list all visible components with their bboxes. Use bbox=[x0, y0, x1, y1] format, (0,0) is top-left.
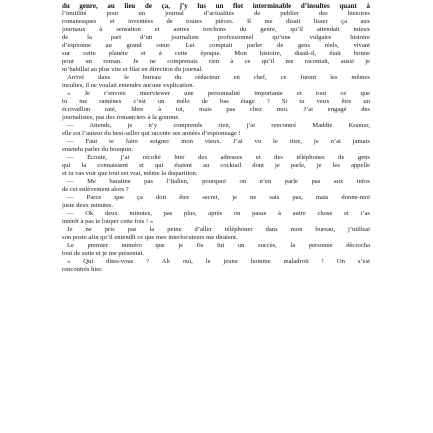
text-line: — Me baratine pas l’italien, pourquoi on n’en parle pas aux infos bbox=[67, 178, 370, 185]
text-line: l’inutilité pour un journal d’actualités de publier des histoires bbox=[62, 10, 370, 17]
text-line: entendu parler du bouquin. bbox=[62, 146, 134, 153]
text-line: du genre, au lieu de ça, j’y lus un flot interminable d’insultes quant à bbox=[62, 2, 370, 10]
text-line: insultes, il ne voulait entendre aucune explication. bbox=[62, 82, 195, 89]
text-line: sur cette planète et à cette époque. Mon histoire, disait-il, était bonne bbox=[62, 50, 370, 57]
text-line: écrivaillon raté, libre à toi, mais pas chez moi. J’ai engagé des bbox=[62, 106, 370, 113]
text-line: m’habillai au plus vite et filai en direction du journal. bbox=[62, 66, 203, 73]
text-line: « Je t’envoie interviewer une personnalité importante et tout ce que bbox=[67, 90, 370, 97]
text-line: elle est l’auteur du best-seller qui raconte ses années d’espionnage ! bbox=[62, 130, 241, 137]
text-line: pour un roman. Je ne comprenais rien à ce qu’il me racontait, aussi je bbox=[62, 58, 370, 65]
text-line: tout de suite et je me présentai. bbox=[62, 250, 144, 257]
text-line: journalistes, pas des romanciers à la gomme. bbox=[62, 114, 180, 121]
text-line: journaux à sensation et autres torchons du genre, qu’il attendait mieux bbox=[62, 26, 370, 33]
text-line: intérêt à pas te louper cette fois ! » bbox=[62, 218, 154, 225]
text-line: Je ne pris pas la peine d’aller téléphoner dans mon bureau, j’utilisai bbox=[67, 226, 370, 233]
text-line: — Écoute, j’ai récolté hier des adresses et des téléphones de gens bbox=[67, 154, 370, 161]
text-line: qui la connaissent et qui étaient au cocktail dont je parle, je les appelle bbox=[62, 162, 370, 169]
text-line: Arrivé dans le bureau du rédacteur en chef, ce furent les mêmes bbox=[67, 74, 370, 81]
text-line: « Qui dites-vous ? Ah oui, le jeune homme maladroit ! On s’est bbox=[67, 258, 370, 265]
text-line: son poste afin qu’il entendît ce que mes interlocuteurs me diraient. bbox=[62, 234, 238, 241]
text-line: rencontrés hier. bbox=[62, 266, 103, 273]
text-line: et tu vas voir que tout est vrai, même la disparition. bbox=[62, 170, 198, 177]
text-line: — Parce que ça doit être secret, je ne sais pas, mais donne-moi bbox=[67, 194, 370, 201]
text-line: — Faut te faire soigner mon vieux. J’ai vu le titre, je n’ai jamais bbox=[67, 138, 370, 145]
text-line: de cet enlèvement alors ? bbox=[62, 186, 129, 193]
text-line: — Ok deux minutes, pas plus, après on passe à autre chose et t’as bbox=[67, 210, 370, 217]
text-line: de la part d’un journaliste professionnel qu’une vulgaire histoire bbox=[62, 34, 370, 41]
text-line: tu me ramènes c’est un mélo de bas étage ? Si tu veux être un bbox=[62, 98, 370, 105]
text-line: — Attends, je n’y comprends rien, j’ai rencontré Maddie Kramer, bbox=[67, 122, 370, 129]
text-line: Le premier numéro que je fis fut un succès, la personne décrocha bbox=[67, 242, 370, 249]
text-line: juste deux minutes. bbox=[62, 202, 114, 209]
text-line: romanesques et inventées de toutes pièces. Il me disait lisser ça aux bbox=[62, 18, 370, 25]
text-line: d’espionne au grand cœur. Lui comptait parler de gens réels, vivant bbox=[62, 42, 370, 49]
